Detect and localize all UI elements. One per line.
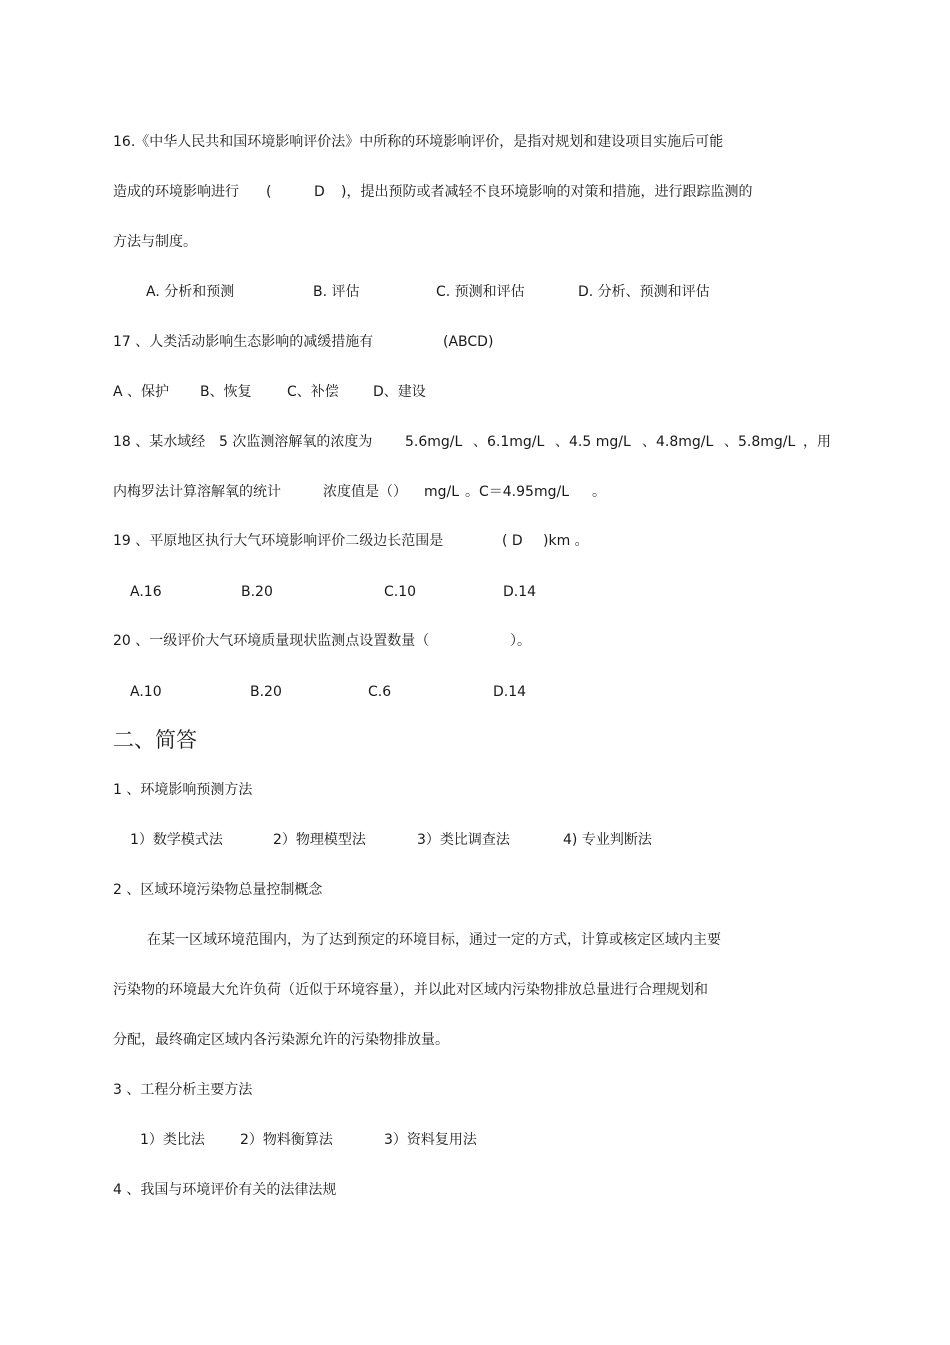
q16-line2-start: 造成的环境影响进行 (113, 184, 239, 200)
q16-answer: D (314, 184, 325, 200)
q16-option-a: A. 分析和预测 (146, 284, 235, 300)
q17-option-c: C、补偿 (287, 384, 339, 400)
s1-title: 1 、环境影响预测方法 (113, 782, 253, 798)
q20-close: ）。 (510, 633, 531, 649)
q18-line2-question: 浓度值是（） (323, 484, 407, 500)
q18-line2-unit: mg/L (424, 484, 460, 500)
q16-option-d: D. 分析、预测和评估 (578, 284, 710, 300)
q20-option-d: D.14 (493, 684, 527, 700)
q16-line3: 方法与制度。 (113, 234, 197, 250)
q19-answer: ( D (502, 533, 523, 549)
q20-question: 20 、一级评价大气环境质量现状监测点设置数量（ (113, 633, 430, 649)
q19-option-b: B.20 (241, 584, 273, 600)
q18-line2-period: 。 (592, 484, 606, 500)
q18-line1-end: ，用 (803, 434, 831, 450)
q18-line2-answer: 。C＝4.95mg/L (465, 484, 569, 500)
q18-line1-start: 18 、某水域经 (113, 434, 206, 450)
s3-item-2: 2）物料衡算法 (240, 1132, 333, 1148)
q19-option-d: D.14 (503, 584, 537, 600)
s2-paragraph-line3: 分配，最终确定区域内各污染源允许的污染物排放量。 (113, 1032, 449, 1048)
q16-line2-end: )，提出预防或者减轻不良环境影响的对策和措施，进行跟踪监测的 (341, 184, 753, 200)
q18-value-3: 、4.5 mg/L (555, 434, 631, 450)
s3-title: 3 、工程分析主要方法 (113, 1082, 253, 1098)
q19-option-c: C.10 (384, 584, 417, 600)
q18-line1-mid: 5 次监测溶解氧的浓度为 (219, 434, 373, 450)
q17-option-d: D、建设 (373, 384, 426, 400)
q18-value-2: 、6.1mg/L (473, 434, 545, 450)
q16-open-paren: ( (266, 184, 272, 200)
q18-value-5: 、5.8mg/L (724, 434, 796, 450)
q20-option-a: A.10 (130, 684, 162, 700)
s2-title: 2 、区域环境污染物总量控制概念 (113, 882, 323, 898)
q18-value-4: 、4.8mg/L (642, 434, 714, 450)
s3-item-1: 1）类比法 (140, 1132, 205, 1148)
q18-value-1: 5.6mg/L (405, 434, 463, 450)
q20-option-b: B.20 (250, 684, 282, 700)
q19-question: 19 、平原地区执行大气环境影响评价二级边长范围是 (113, 533, 444, 549)
q19-option-a: A.16 (130, 584, 162, 600)
s1-item-2: 2）物理模型法 (273, 832, 366, 848)
q16-option-c: C. 预测和评估 (436, 284, 525, 300)
q17-question: 17 、人类活动影响生态影响的减缓措施有 (113, 334, 374, 350)
q16-line1: 16.《中华人民共和国环境影响评价法》中所称的环境影响评价，是指对规划和建设项目实施后可能 (113, 134, 724, 150)
s2-paragraph-line2: 污染物的环境最大允许负荷（近似于环境容量），并以此对区域内污染物排放总量进行合理规划和 (113, 982, 708, 998)
s2-paragraph-line1: 在某一区域环境范围内，为了达到预定的环境目标，通过一定的方式，计算或核定区域内主要 (147, 932, 721, 948)
q17-option-b: B、恢复 (200, 384, 252, 400)
s1-item-1: 1）数学模式法 (130, 832, 223, 848)
q17-option-a: A 、保护 (113, 384, 170, 400)
s3-item-3: 3）资料复用法 (384, 1132, 477, 1148)
q20-option-c: C.6 (368, 684, 392, 700)
q18-line2-start: 内梅罗法计算溶解氧的统计 (113, 484, 281, 500)
s1-item-3: 3）类比调查法 (417, 832, 510, 848)
q16-option-b: B. 评估 (313, 284, 360, 300)
q17-answer: (ABCD) (443, 334, 494, 350)
s4-title: 4 、我国与环境评价有关的法律法规 (113, 1182, 337, 1198)
s1-item-4: 4) 专业判断法 (563, 832, 652, 848)
q19-suffix: )km 。 (543, 533, 589, 549)
section-heading: 二、简答 (113, 728, 197, 752)
